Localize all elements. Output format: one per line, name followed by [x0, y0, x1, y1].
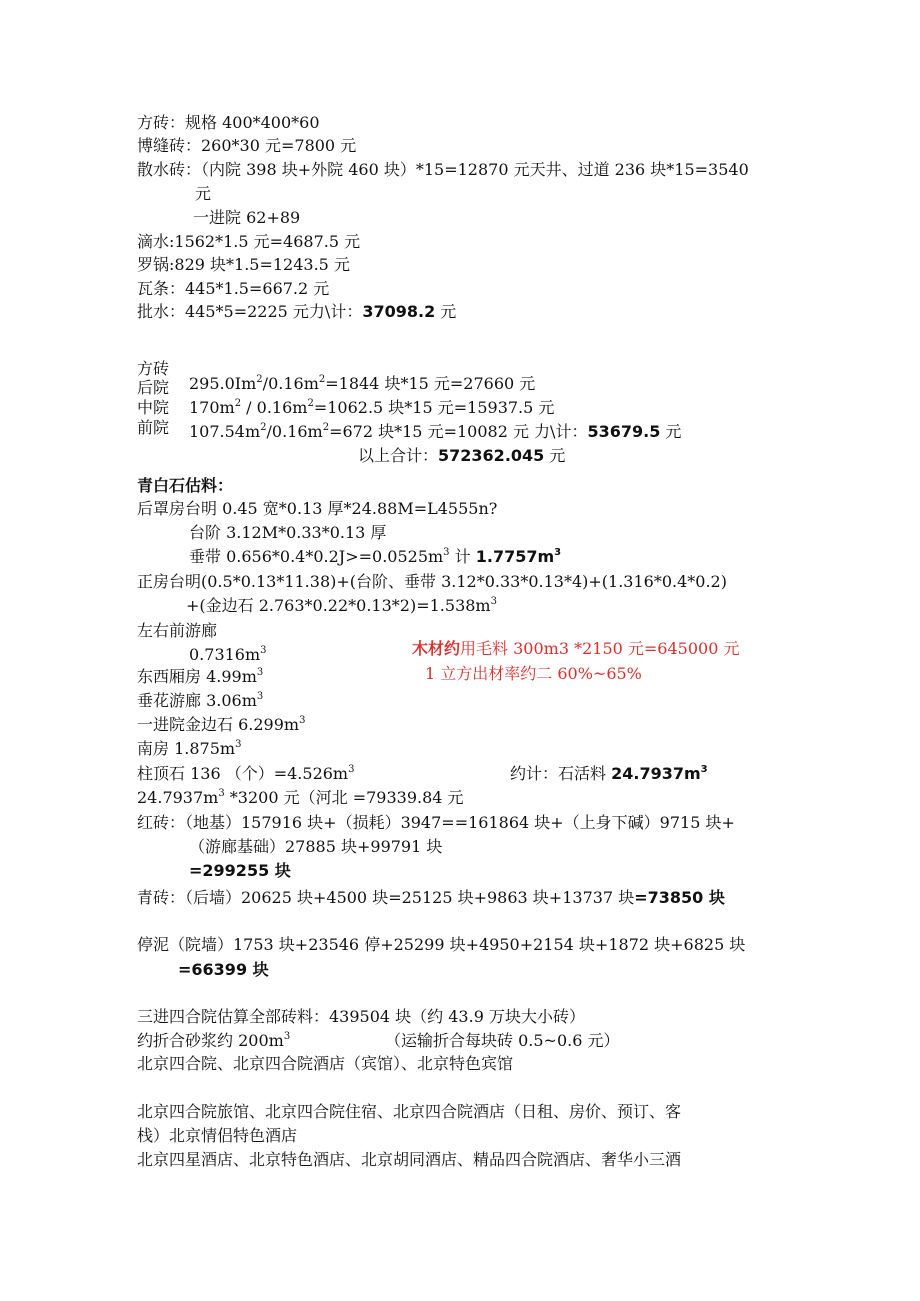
calc-part: 约折合砂浆约 200m [137, 1031, 284, 1050]
chuidai-total: 1.7757m [475, 547, 555, 566]
calc-part: 元 [660, 422, 682, 441]
line-sanjin-summary: 三进四合院估算全部砖料：439504 块（约 43.9 万块大小砖） [137, 1007, 585, 1026]
line-pishui [137, 301, 456, 323]
total-unit: 元 [544, 446, 566, 465]
line-shihuoliao-cost [137, 787, 464, 809]
line-taijie: 台阶 3.12M*0.33*0.13 厚 [189, 523, 387, 542]
line-keywords-3: 栈）北京情侣特色酒店 [137, 1126, 298, 1145]
line-hongzhuan-cont: （游廊基础）27885 块+99791 块 [189, 837, 443, 856]
line-keywords-4: 北京四星酒店、北京特色酒店、北京胡同酒店、精品四合院酒店、奢华小三酒 [137, 1150, 682, 1169]
calc-part: =672 块*15 元=10082 元 力\计： [329, 422, 588, 441]
line-yunshu: （运输折合每块砖 0.5~0.6 元） [385, 1031, 620, 1050]
note-chucailv: 1 立方出材率约二 60%~65% [425, 664, 642, 683]
label-qianyuan: 前院 [137, 418, 170, 437]
sup: 2 [318, 374, 326, 385]
calc-part: 垂花游廊 3.06m [137, 691, 257, 710]
line-dishui: 滴水:1562*1.5 元=4687.5 元 [137, 232, 361, 251]
line-houzhaofang: 后罩房台明 0.45 宽*0.13 厚*24.88M=L4555n? [137, 499, 498, 518]
line-watiao: 瓦条：445*1.5=667.2 元 [137, 279, 330, 298]
calc-part: 约计：石活料 [510, 764, 612, 783]
calc-part: =1844 块*15 元=27660 元 [325, 374, 536, 393]
qingzhuan-total: =73850 块 [634, 888, 725, 907]
line-tingni-total: =66399 块 [178, 960, 269, 979]
sup: 3 [218, 788, 225, 799]
sup: 3 [235, 739, 242, 750]
line-youlang-value [189, 644, 267, 666]
note-mucai [412, 638, 739, 660]
calc-part: 一进院金边石 6.299m [137, 715, 300, 734]
line-houyuan-calc [189, 373, 535, 395]
calc-part: 107.54m [189, 422, 261, 441]
calc-part: /0.16m [262, 374, 319, 393]
label-zhongyuan: 中院 [137, 398, 170, 417]
line-sanshuizhuan-cont: 元 [195, 184, 212, 203]
sup: 3 [490, 596, 497, 607]
calc-part: 170m [189, 398, 235, 417]
line-fangzhuan-spec: 方砖：规格 400*400*60 [137, 113, 320, 132]
calc-part: 0.7316m [189, 645, 261, 664]
sup: 2 [234, 398, 242, 409]
line-qianyuan-calc [189, 421, 681, 443]
line-zhongyuan-calc [189, 397, 554, 419]
calc-part: 南房 1.875m [137, 739, 236, 758]
sup: 3 [299, 715, 306, 726]
label-houyuan: 后院 [137, 378, 170, 397]
calc-part: / 0.16m [241, 398, 308, 417]
pishui-total: 37098.2 [362, 302, 436, 321]
calc-part: 柱顶石 136 （个）=4.526m [137, 764, 349, 783]
calc-part: 青砖：（后墙）20625 块+4500 块=25125 块+9863 块+13737 块 [137, 888, 635, 907]
line-shajiang [137, 1030, 290, 1052]
line-grand-total [358, 445, 565, 467]
line-hongzhuan-total: =299255 块 [189, 861, 291, 880]
calc-part: 垂带 0.656*0.4*0.2J>=0.0525m [189, 547, 444, 566]
line-chuihua [137, 690, 263, 712]
line-youlang: 左右前游廊 [137, 621, 218, 640]
calc-part: 295.0Im [189, 374, 257, 393]
line-shihuoliao-total [510, 763, 708, 785]
line-keywords-1: 北京四合院、北京四合院酒店（宾馆）、北京特色宾馆 [137, 1054, 514, 1073]
calc-part: *3200 元（河北 =79339.84 元 [224, 788, 464, 807]
sup: 3 [260, 645, 267, 656]
line-nanfang [137, 738, 241, 760]
line-yijin-jinbian [137, 714, 305, 736]
line-jinbianshi [186, 595, 497, 617]
grand-total-value: 572362.045 [438, 446, 545, 465]
line-hongzhuan: 红砖：（地基）157916 块+（损耗）3947==161864 块+（上身下碱）9715 块+ [137, 813, 735, 832]
line-sanshuizhuan: 散水砖：（内院 398 块+外院 460 块）*15=12870 元天井、过道 236 块*15=3540 [137, 160, 749, 179]
calc-part: 东西厢房 4.99m [137, 667, 257, 686]
calc-part: 24.7937m [137, 788, 219, 807]
sup: 2 [260, 422, 267, 433]
sup: 3 [348, 764, 355, 775]
heading-qingbaishi: 青白石估料： [137, 476, 234, 495]
line-xiangfang [137, 666, 263, 688]
sup: 3 [256, 691, 264, 702]
sup: 2 [256, 374, 263, 385]
line-qingzhuan [137, 887, 725, 909]
total-label: 以上合计： [358, 446, 439, 465]
sup: 3 [554, 547, 562, 558]
note-label: 木材约 [412, 639, 461, 658]
sup: 2 [322, 422, 330, 433]
line-tingni: 停泥（院墙）1753 块+23546 停+25299 块+4950+2154 块+1872 块+6825 块 [137, 935, 746, 954]
pishui-unit: 元 [435, 302, 457, 321]
note-text: 用毛料 300m3 *2150 元=645000 元 [460, 639, 740, 658]
sup: 3 [256, 667, 264, 678]
shihuoliao-value: 24.7937m [611, 764, 701, 783]
sup: 2 [307, 398, 314, 409]
line-keywords-2: 北京四合院旅馆、北京四合院住宿、北京四合院酒店（日租、房价、预订、客 [137, 1102, 682, 1121]
line-zhengfang: 正房台明(0.5*0.13*11.38)+(台阶、垂带 3.12*0.33*0.13*4)+(1.316*0.4*0.2) [137, 572, 727, 591]
pishui-text: 批水：445*5=2225 元力\计： [137, 302, 363, 321]
line-chuidai [189, 546, 561, 568]
line-yijinyuan: 一进院 62+89 [193, 208, 301, 227]
line-zhudingshi [137, 763, 354, 785]
calc-part: =1062.5 块*15 元=15937.5 元 [313, 398, 555, 417]
calc-part: 计 [449, 547, 476, 566]
line-bofengzhuan: 博缝砖：260*30 元=7800 元 [137, 136, 357, 155]
line-luoguo: 罗锅:829 块*1.5=1243.5 元 [137, 255, 350, 274]
sup: 3 [700, 764, 708, 775]
fangzhuan-total: 53679.5 [587, 422, 661, 441]
sup: 3 [283, 1031, 291, 1042]
calc-part: /0.16m [266, 422, 323, 441]
calc-part: +(金边石 2.763*0.22*0.13*2)=1.538m [186, 596, 491, 615]
label-fangzhuan: 方砖 [137, 359, 170, 378]
sup: 3 [443, 547, 450, 558]
